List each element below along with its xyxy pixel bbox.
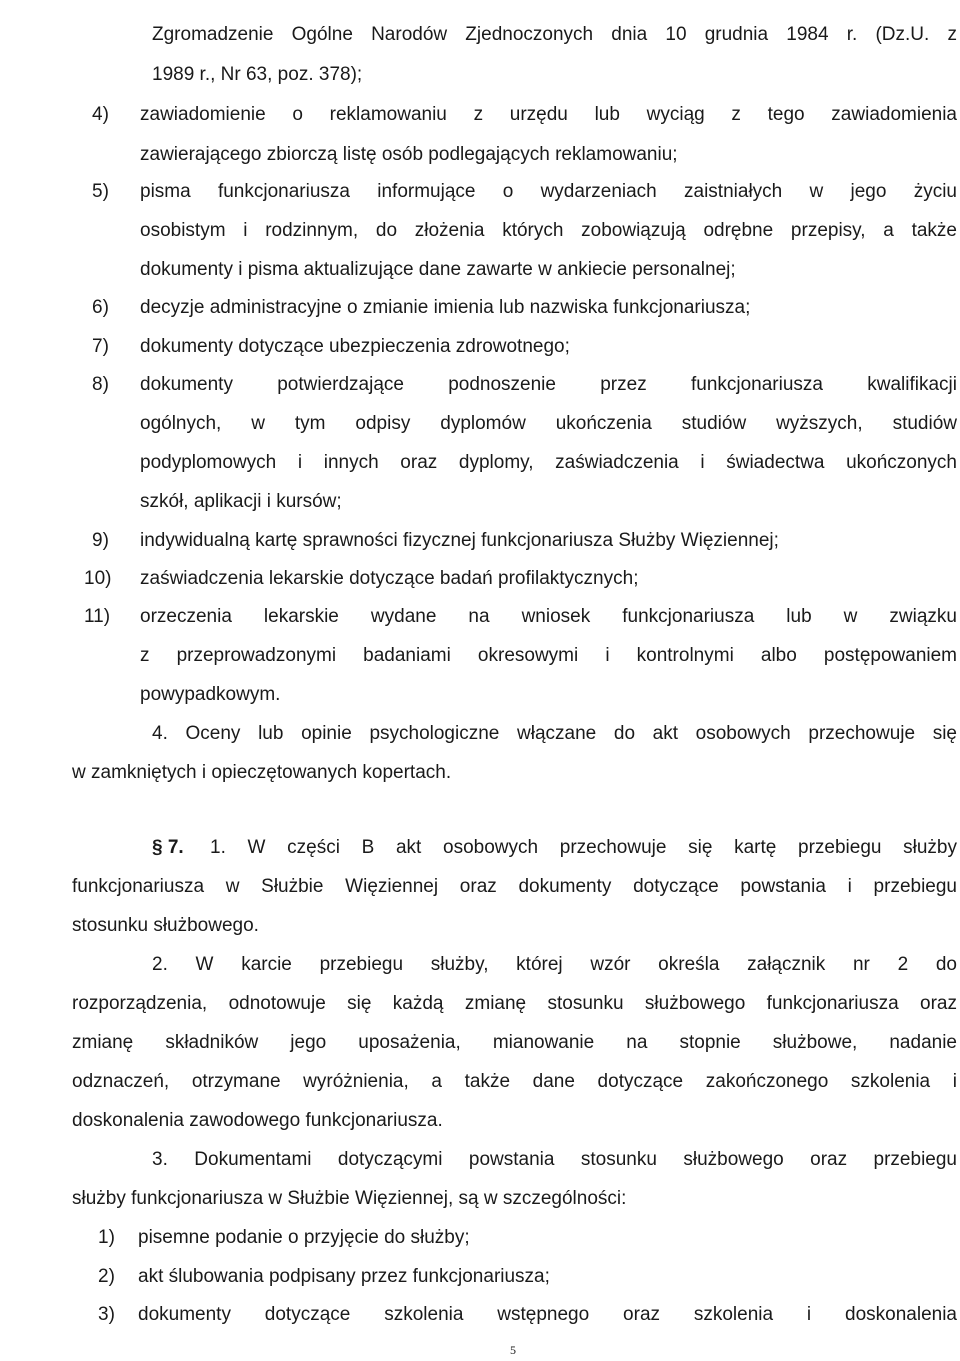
list-item-number: 5): [92, 181, 109, 202]
list-item-text: powypadkowym.: [140, 684, 281, 705]
list-item-text: decyzje administracyjne o zmianie imienia lub nazwiska funkcjonariusza;: [140, 297, 751, 318]
list-item-text: dokumenty i pisma aktualizujące dane zawarte w ankiecie personalnej;: [140, 259, 736, 280]
list-item-text: osobistym i rodzinnym, do złożenia których zobowiązują odrębne przepisy, a także: [140, 220, 957, 241]
paragraph-line: doskonalenia zawodowego funkcjonariusza.: [72, 1110, 443, 1131]
section-symbol: § 7.: [152, 837, 184, 858]
paragraph-line: rozporządzenia, odnotowuje się każdą zmianę stosunku służbowego funkcjonariusza oraz: [72, 993, 957, 1014]
list-item-text: zawierającego zbiorczą listę osób podlegających reklamowaniu;: [140, 144, 678, 165]
paragraph-line: 3. Dokumentami dotyczącymi powstania stosunku służbowego oraz przebiegu: [152, 1149, 957, 1170]
list-item-number: 9): [92, 530, 109, 551]
list-item-number: 11): [84, 606, 111, 627]
list-item-text: ogólnych, w tym odpisy dyplomów ukończenia studiów wyższych, studiów: [140, 413, 957, 434]
paragraph-line: w zamkniętych i opieczętowanych kopertach.: [72, 762, 452, 783]
list-item-text: szkół, aplikacji i kursów;: [140, 491, 342, 512]
list-item-number: 4): [92, 104, 109, 125]
list-item-text: zawiadomienie o reklamowaniu z urzędu lub wyciąg z tego zawiadomienia: [140, 104, 957, 125]
list-item-number: 6): [92, 297, 109, 318]
list-item-text: akt ślubowania podpisany przez funkcjonariusza;: [138, 1266, 550, 1287]
list-item-number: 2): [98, 1266, 115, 1287]
list-item-number: 10): [84, 568, 112, 589]
list-item-text: podyplomowych i innych oraz dyplomy, zaświadczenia i świadectwa ukończonych: [140, 452, 957, 473]
list-item-text: dokumenty dotyczące ubezpieczenia zdrowotnego;: [140, 336, 570, 357]
list-item-number: 8): [92, 374, 109, 395]
list-item-text: zaświadczenia lekarskie dotyczące badań profilaktycznych;: [140, 568, 639, 589]
list-item-text: dokumenty potwierdzające podnoszenie przez funkcjonariusza kwalifikacji: [140, 374, 957, 395]
list-item-number: 1): [98, 1227, 115, 1248]
page-number: 5: [510, 1343, 516, 1357]
list-item-text: orzeczenia lekarskie wydane na wniosek funkcjonariusza lub w związku: [140, 606, 957, 627]
paragraph-line: funkcjonariusza w Służbie Więziennej oraz dokumenty dotyczące powstania i przebiegu: [72, 876, 957, 897]
paragraph-line: 1989 r., Nr 63, poz. 378);: [152, 64, 363, 85]
list-item-text: dokumenty dotyczące szkolenia wstępnego oraz szkolenia i doskonalenia: [138, 1304, 957, 1325]
paragraph-line: 1. W części B akt osobowych przechowuje się kartę przebiegu służby: [210, 837, 957, 858]
paragraph-line: 4. Oceny lub opinie psychologiczne włączane do akt osobowych przechowuje się: [152, 723, 957, 744]
list-item-text: indywidualną kartę sprawności fizycznej funkcjonariusza Służby Więziennej;: [140, 530, 779, 551]
paragraph-line: odznaczeń, otrzymane wyróżnienia, a także dane dotyczące zakończonego szkolenia i: [72, 1071, 957, 1092]
paragraph-line: służby funkcjonariusza w Służbie Więziennej, są w szczególności:: [72, 1188, 627, 1209]
paragraph-line: 2. W karcie przebiegu służby, której wzór określa załącznik nr 2 do: [152, 954, 957, 975]
list-item-text: pisemne podanie o przyjęcie do służby;: [138, 1227, 470, 1248]
list-item-text: z przeprowadzonymi badaniami okresowymi i kontrolnymi albo postępowaniem: [140, 645, 957, 666]
paragraph-line: zmianę składników jego uposażenia, mianowanie na stopnie służbowe, nadanie: [72, 1032, 957, 1053]
paragraph-line: stosunku służbowego.: [72, 915, 259, 936]
paragraph-line: Zgromadzenie Ogólne Narodów Zjednoczonych dnia 10 grudnia 1984 r. (Dz.U. z: [152, 24, 957, 45]
list-item-number: 7): [92, 336, 109, 357]
list-item-number: 3): [98, 1304, 115, 1325]
list-item-text: pisma funkcjonariusza informujące o wydarzeniach zaistniałych w jego życiu: [140, 181, 957, 202]
